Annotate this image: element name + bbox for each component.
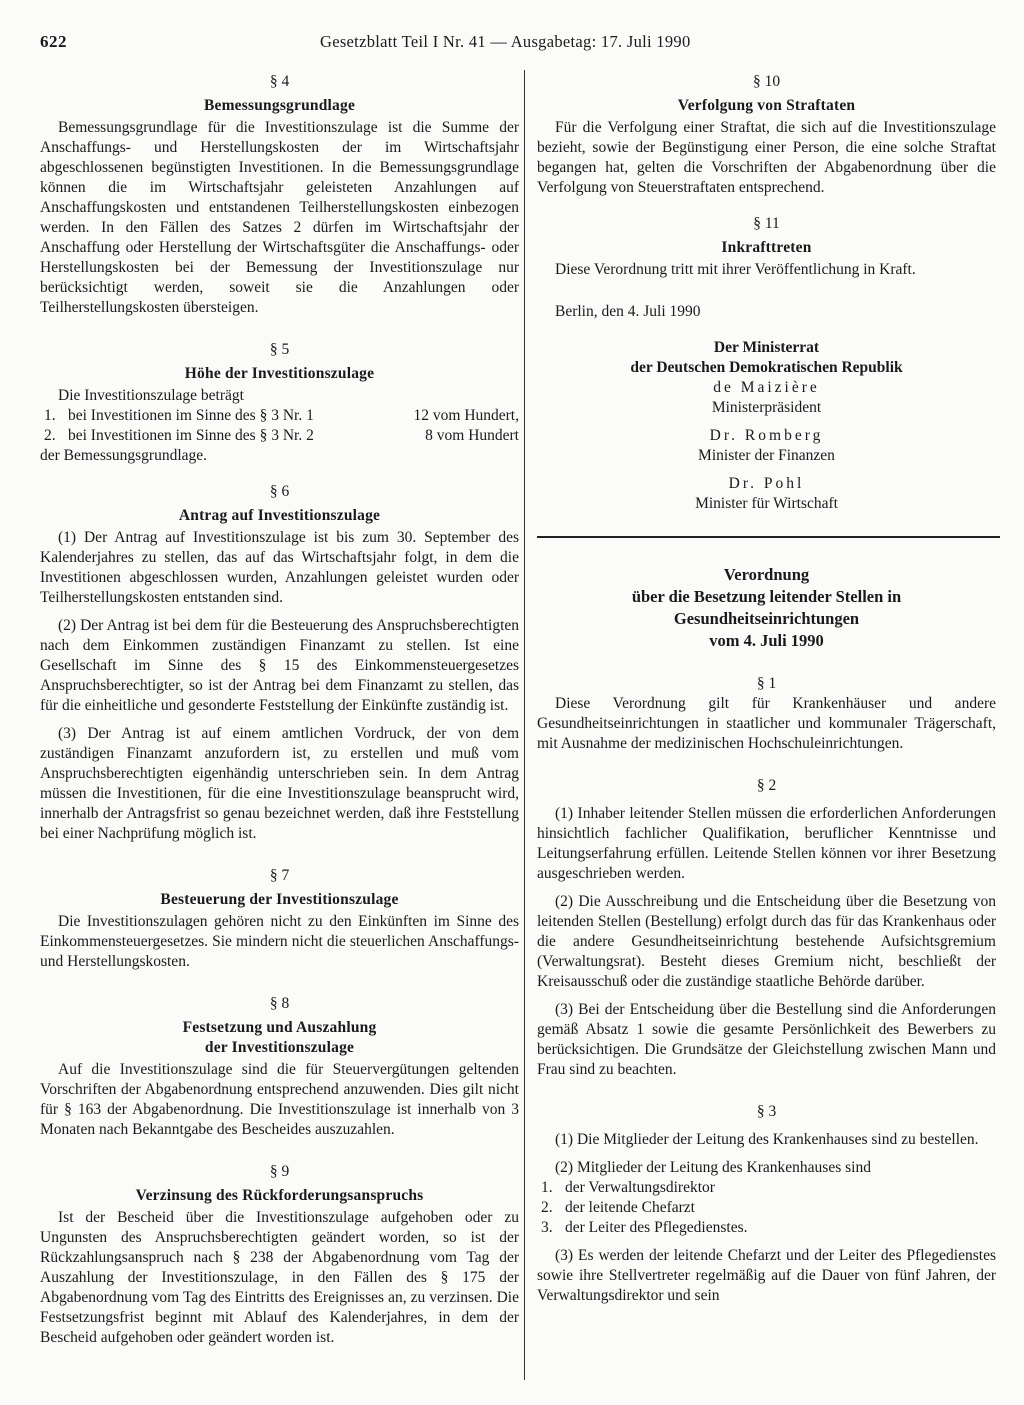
section-text: Diese Verordnung tritt mit ihrer Veröffentlichung in Kraft. bbox=[555, 261, 916, 278]
signing-body-line2: der Deutschen Demokratischen Republik bbox=[630, 359, 903, 376]
decree bbox=[537, 564, 996, 1306]
section-heading: Festsetzung und Auszahlung bbox=[182, 1019, 377, 1036]
section-heading: Bemessungsgrundlage bbox=[203, 97, 356, 114]
section-sign: § 4 bbox=[269, 73, 290, 90]
section-text: Für die Verfolgung einer Straftat, die sich auf die Investitionszulage bezieht, sowie der Begünstigung einer Person, die eine solche Straftat begangen hat, gelten die Vorschriften der Abgabenordnung über die Verfolgung von Steuerstraftaten entsprechend. bbox=[537, 119, 996, 196]
decree-title: Verordnung bbox=[723, 565, 810, 584]
list-text: bei Investitionen im Sinne des § 3 Nr. 1 bbox=[68, 407, 314, 424]
section-sign: § 5 bbox=[269, 341, 290, 358]
section-sign: § 1 bbox=[756, 675, 777, 692]
separator-rule bbox=[537, 536, 1000, 538]
page-header bbox=[40, 32, 990, 54]
section-sign: § 2 bbox=[756, 777, 777, 794]
section-sign: § 9 bbox=[269, 1163, 290, 1180]
section-11 bbox=[537, 214, 996, 280]
section-text: Die Investitionszulagen gehören nicht zu den Einkünften im Sinne des Einkommensteuergesetzes. Sie mindern nicht die steuerlichen Anschaffungs- und Herstellungskosten. bbox=[40, 913, 519, 970]
signing-body: Der Ministerrat bbox=[713, 339, 820, 356]
decree-date: vom 4. Juli 1990 bbox=[709, 631, 824, 650]
section-sign: § 11 bbox=[753, 215, 780, 232]
list-number: 2. bbox=[541, 1199, 553, 1216]
section-text: Diese Verordnung gilt für Krankenhäuser und andere Gesundheitseinrichtungen in staatlicher und kommunaler Trägerschaft, mit Ausnahme der medizinischen Hochschuleinrichtungen. bbox=[537, 695, 996, 752]
signatory-role: Minister der Finanzen bbox=[698, 447, 835, 464]
section-text: Ist der Bescheid über die Investitionszulage aufgehoben oder zu Ungunsten des Anspruchsberechtigten geändert worden, so ist der Rückzahlungsanspruch nach § 238 der Abgabenordnung vom Tag der Auszahlung der Investitionszulage, in den Fällen des § 175 der Abgabenordnung vom Tag des Eintritts des Ereignisses an, zu verzinsen. Die Festsetzungsfrist beginnt mit Ablauf des Kalenderjahres, in dem der Bescheid aufgehoben oder geändert worden ist. bbox=[40, 1209, 519, 1346]
signature-block bbox=[537, 302, 996, 514]
column-divider bbox=[524, 70, 525, 1380]
decree-title-line3: Gesundheitseinrichtungen bbox=[673, 609, 860, 628]
list-text: der Leiter des Pflegedienstes. bbox=[565, 1219, 748, 1236]
section-heading: Verfolgung von Straftaten bbox=[677, 97, 856, 114]
signatory-name: Dr. Pohl bbox=[728, 475, 805, 492]
section-7 bbox=[40, 866, 519, 972]
section-sign: § 3 bbox=[756, 1103, 777, 1120]
signatory-name: de Maizière bbox=[713, 379, 820, 396]
section-text: Auf die Investitionszulage sind die für Steuervergütungen geltenden Vorschriften der Abgabenordnung entsprechend anzuwenden. Dies gilt nicht für § 163 der Abgabenordnung. Die Investitionszulage ist innerhalb von 3 Monaten nach Bekanntgabe des Bescheides auszuzahlen. bbox=[40, 1061, 519, 1138]
list-number: 1. bbox=[44, 407, 56, 424]
section-sign: § 6 bbox=[269, 483, 290, 500]
list-number: 3. bbox=[541, 1219, 553, 1236]
section-sign: § 7 bbox=[269, 867, 290, 884]
list-text: bei Investitionen im Sinne des § 3 Nr. 2 bbox=[68, 427, 314, 444]
section-sign: § 10 bbox=[752, 73, 781, 90]
section-4 bbox=[40, 72, 519, 318]
signatory-role: Minister für Wirtschaft bbox=[695, 495, 838, 512]
section-heading: Besteuerung der Investitionszulage bbox=[160, 891, 399, 908]
section-text: Bemessungsgrundlage für die Investitionszulage ist die Summe der Anschaffungs- und Herstellungskosten der im Wirtschaftsjahr abgeschlossenen begünstigten Investitionen. In die Bemessungsgrundlage können die im Wirtschaftsjahr geleisteten Anzahlungen auf Anschaffungskosten und entstandenen Teilherstellungskosten einbezogen werden. In den Fällen des Satzes 2 dürfen im Wirtschaftsjahr der Anschaffung oder Herstellung der Wirtschaftsgüter die Anschaffungs- oder Herstellungskosten bei der Bemessung der Investitionszulage nur berücksichtigt werden, soweit sie die Anzahlungen oder Teilherstellungskosten übersteigen. bbox=[40, 119, 519, 316]
section-paragraph: (2) Die Ausschreibung und die Entscheidung über die Besetzung von leitenden Stellen (Bestellung) erfolgt durch das für das Krankenhaus oder die andere Gesundheitseinrichtung bestehende Aufsichtsgremium (Verwaltungsrat). Besteht dieses Gremium nicht, beschließt der Kreisausschuß oder die zuständige staatliche Behörde darüber. bbox=[537, 893, 996, 990]
list-item bbox=[537, 1218, 996, 1238]
place-date: Berlin, den 4. Juli 1990 bbox=[555, 303, 701, 320]
list-value: 8 vom Hundert bbox=[425, 427, 519, 444]
section-heading-line2: der Investitionszulage bbox=[204, 1039, 355, 1056]
section-paragraph: (1) Inhaber leitender Stellen müssen die erforderlichen Anforderungen hinsichtlich fachlicher Qualifikation, beruflicher Kenntnisse und Leitungserfahrung erfüllen. Leitende Stellen können vor ihrer Besetzung ausgeschrieben werden. bbox=[537, 805, 996, 882]
list-text: der leitende Chefarzt bbox=[565, 1199, 695, 1216]
section-10 bbox=[537, 72, 996, 198]
list-number: 1. bbox=[541, 1179, 553, 1196]
list-item bbox=[537, 1198, 996, 1218]
section-paragraph: (2) Der Antrag ist bei dem für die Besteuerung des Anspruchsberechtigten nach dem Einkommen zuständigen Finanzamt zu stellen. Ist eine Gesellschaft im Sinne des § 15 des Einkommensteuergesetzes Anspruchsberechtigter, so ist der Antrag bei dem Finanzamt zu stellen, das für die einheitliche und gesonderte Feststellung der Einkünfte zuständig ist. bbox=[40, 617, 519, 714]
list-number: 2. bbox=[44, 427, 56, 444]
section-paragraph: (3) Der Antrag ist auf einem amtlichen Vordruck, der von dem zuständigen Finanzamt anzufordern ist, zu erstellen und muß vom Anspruchsberechtigten eigenhändig unterschrieben sein. In dem Antrag müssen die Investitionen, für die eine Investitionszulage beansprucht wird, innerhalb der Antragsfrist so genau bezeichnet werden, daß ihre Feststellung bei einer Nachprüfung möglich ist. bbox=[40, 725, 519, 842]
section-5 bbox=[40, 340, 519, 466]
section-8 bbox=[40, 994, 519, 1140]
list-item bbox=[537, 1178, 996, 1198]
right-column bbox=[537, 72, 996, 1306]
list-item bbox=[40, 426, 519, 446]
list-value: 12 vom Hundert, bbox=[413, 407, 519, 424]
section-paragraph: (1) Der Antrag auf Investitionszulage ist bis zum 30. September des Kalenderjahres zu stellen, das auf das Wirtschaftsjahr folgt, in dem die Investitionen abgeschlossen wurden, Anzahlungen geleistet wurden oder Teilherstellungskosten entstanden sind. bbox=[40, 529, 519, 606]
signatory-name: Dr. Romberg bbox=[709, 427, 824, 444]
left-column bbox=[40, 72, 519, 1348]
decree-title-line2: über die Besetzung leitender Stellen in bbox=[631, 587, 902, 606]
section-paragraph: (3) Bei der Entscheidung über die Bestellung sind die Anforderungen gemäß Absatz 1 sowie die gesamte Persönlichkeit des Bewerbers zu berücksichtigen. Die Grundsätze der Gleichstellung zwischen Mann und Frau sind zu beachten. bbox=[537, 1001, 996, 1078]
section-intro: Die Investitionszulage beträgt bbox=[58, 387, 244, 404]
page-header-title: Gesetzblatt Teil I Nr. 41 — Ausgabetag: 17. Juli 1990 bbox=[320, 32, 691, 51]
section-heading: Verzinsung des Rückforderungsanspruchs bbox=[135, 1187, 424, 1204]
section-heading: Höhe der Investitionszulage bbox=[184, 365, 375, 382]
section-paragraph: (2) Mitglieder der Leitung des Krankenhauses sind bbox=[555, 1159, 871, 1176]
section-paragraph: (1) Die Mitglieder der Leitung des Krankenhauses sind zu bestellen. bbox=[555, 1131, 979, 1148]
section-outro: der Bemessungsgrundlage. bbox=[40, 447, 208, 464]
section-sign: § 8 bbox=[269, 995, 290, 1012]
section-heading: Antrag auf Investitionszulage bbox=[178, 507, 381, 524]
list-text: der Verwaltungsdirektor bbox=[565, 1179, 715, 1196]
section-9 bbox=[40, 1162, 519, 1348]
section-heading: Inkrafttreten bbox=[721, 239, 812, 256]
section-6 bbox=[40, 482, 519, 844]
signatory-role: Ministerpräsident bbox=[711, 399, 822, 416]
list-item bbox=[40, 406, 519, 426]
page-number: 622 bbox=[40, 32, 67, 51]
section-paragraph: (3) Es werden der leitende Chefarzt und der Leiter des Pflegedienstes sowie ihre Stellvertreter regelmäßig auf die Dauer von fünf Jahren, der Verwaltungsdirektor und sein bbox=[537, 1247, 996, 1304]
